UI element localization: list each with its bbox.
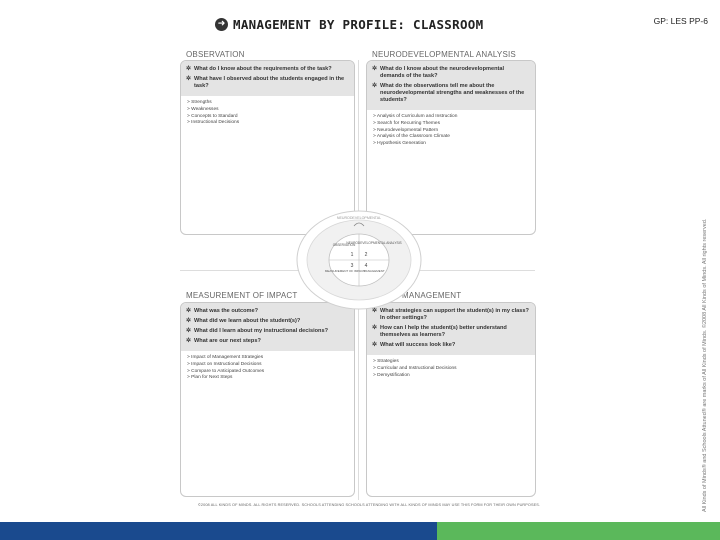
center-number-1: 1	[350, 252, 354, 258]
list-item: > Analysis of Curriculum and Instruction	[373, 114, 458, 119]
gear-icon: ✲	[372, 325, 378, 331]
neuro-questions	[367, 61, 535, 110]
process-cycle-diagram	[296, 210, 422, 310]
observation-question: ✲ What have I observed about the students engaged in the task?	[186, 76, 345, 89]
list-item: > Search for Recurring Themes	[373, 120, 440, 126]
list-item: > Concepts to Standard	[187, 113, 238, 119]
measurement-question: ✲ What was the outcome?	[186, 308, 259, 314]
center-label-neuro: NEURODEVELOPMENTAL ANALYSIS	[346, 241, 402, 245]
management-panel	[366, 302, 536, 497]
observation-panel	[180, 60, 355, 235]
gear-icon: ✲	[186, 66, 192, 72]
management-question: ✲ What will success look like?	[372, 342, 456, 348]
gear-icon: ✲	[186, 328, 192, 334]
bottom-bar-green	[437, 522, 720, 540]
list-item: > Curricular and Instructional Decisions	[373, 365, 457, 371]
side-copyright-note: All Kinds of Minds® and Schools Attuned® are marks of All Kinds of Minds. ©2008 All Kinds of Minds. All rights reserved.	[702, 218, 708, 512]
gear-icon: ✲	[372, 308, 378, 314]
neuro-question: ✲ What do I know about the neurodevelopmental demands of the task?	[372, 66, 505, 79]
neuro-heading: NEURODEVELOPMENTAL ANALYSIS	[372, 50, 516, 59]
gear-icon: ✲	[372, 83, 378, 89]
ring-label-top: NEURODEVELOPMENTAL	[336, 216, 382, 220]
gear-icon: ✲	[186, 338, 192, 344]
footer-copyright: ©2008 ALL KINDS OF MINDS. ALL RIGHTS RESERVED. SCHOOLS ATTENDING SCHOOLS ATTENDING WITH ALL KINDS OF MINDS MAY USE THIS FORM FOR THEIR OWN PURPOSES.	[198, 503, 541, 507]
list-item: > Impact on Instructional Decisions	[187, 361, 262, 367]
neuro-question: ✲ What do the observations tell me about the neurodevelopmental strengths and weaknesses of the students?	[372, 83, 525, 103]
list-item: > Hypothesis Generation	[373, 141, 426, 147]
observation-question: ✲ What do I know about the requirements of the task?	[186, 66, 332, 72]
measurement-list	[181, 351, 354, 386]
center-number-2: 2	[364, 252, 368, 258]
circled-arrow-icon: ➜	[215, 18, 228, 31]
center-label-management: MANAGEMENT	[363, 269, 385, 273]
management-question: ✲ How can I help the student(s) better understand themselves as learners?	[372, 325, 507, 338]
document-title-text: MANAGEMENT BY PROFILE: CLASSROOM	[233, 16, 484, 32]
list-item: > Strengths	[187, 100, 212, 105]
list-item: > Analysis of the Classroom Climate	[373, 134, 450, 140]
gear-icon: ✲	[186, 308, 192, 314]
page-code: GP: LES PP-6	[653, 16, 708, 26]
observation-questions	[181, 61, 354, 96]
gear-icon: ✲	[186, 76, 192, 82]
gear-icon: ✲	[186, 318, 192, 324]
list-item: > Impact of Management Strategies	[187, 355, 264, 360]
bottom-bar-blue	[0, 522, 437, 540]
management-questions	[367, 303, 535, 355]
center-label-measurement: MEASUREMENT OF IMPACT	[324, 269, 366, 273]
list-item: > Plan for Next Steps	[187, 375, 233, 381]
center-number-4: 4	[364, 263, 368, 269]
gear-icon: ✲	[372, 66, 378, 72]
document-title	[215, 14, 483, 34]
management-heading: MANAGEMENT	[402, 291, 462, 300]
list-item: > Strategies	[373, 359, 399, 364]
measurement-heading: MEASUREMENT OF IMPACT	[186, 291, 298, 300]
center-label-observation: OBSERVATION	[332, 243, 356, 247]
management-list	[367, 355, 535, 383]
neuro-list	[367, 110, 535, 152]
list-item: > Demystification	[373, 372, 410, 378]
observation-heading: OBSERVATION	[186, 50, 245, 59]
gear-icon: ✲	[372, 342, 378, 348]
list-item: > Instructional Decisions	[187, 120, 240, 126]
measurement-questions	[181, 303, 354, 351]
list-item: > Compare to Anticipated Outcomes	[187, 368, 265, 374]
list-item: > Neurodevelopmental Pattern	[373, 127, 439, 133]
measurement-question: ✲ What did we learn about the student(s)?	[186, 318, 301, 324]
measurement-question: ✲ What are our next steps?	[186, 338, 261, 344]
center-number-3: 3	[350, 263, 354, 269]
management-question: ✲ What strategies can support the student(s) in my class? In other settings?	[372, 308, 529, 321]
list-item: > Weaknesses	[187, 106, 219, 112]
observation-list	[181, 96, 354, 131]
neuro-panel	[366, 60, 536, 235]
measurement-panel	[180, 302, 355, 497]
measurement-question: ✲ What did I learn about my instructional decisions?	[186, 328, 328, 334]
